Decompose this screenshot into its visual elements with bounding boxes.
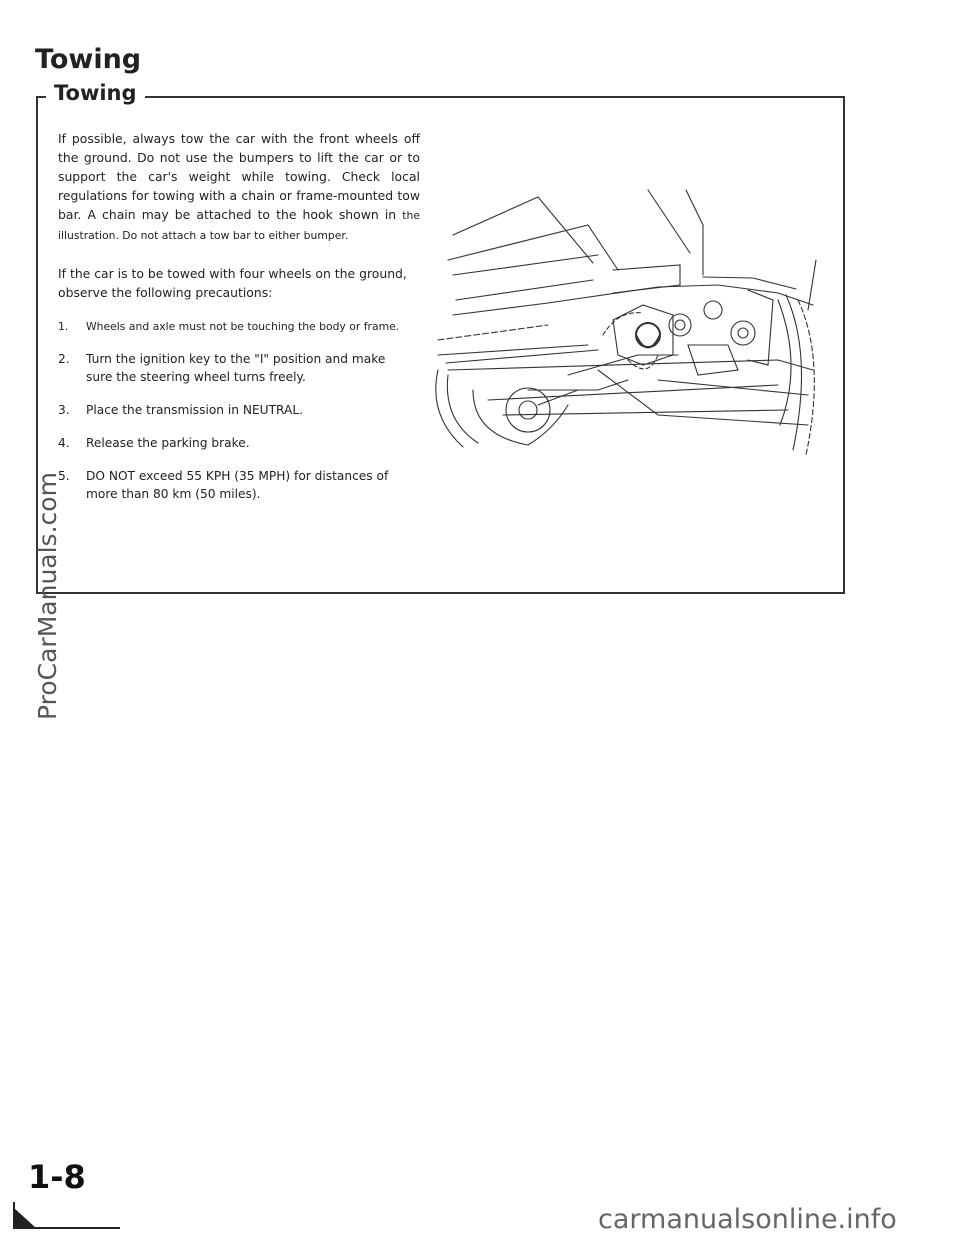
list-item bbox=[58, 318, 413, 336]
step-text: DO NOT exceed 55 KPH (35 MPH) for distances of more than 80 km (50 miles). bbox=[86, 469, 389, 501]
page-heading: Towing bbox=[35, 44, 142, 75]
list-item bbox=[58, 350, 413, 386]
list-item bbox=[58, 434, 413, 452]
precautions-list bbox=[58, 318, 413, 518]
step-number: 5. bbox=[58, 469, 70, 483]
step-text: Release the parking brake. bbox=[86, 436, 250, 450]
list-item bbox=[58, 401, 413, 419]
step-number: 3. bbox=[58, 403, 70, 417]
tow-hook-illustration bbox=[418, 185, 828, 470]
page-number: 1-8 bbox=[28, 1158, 86, 1196]
intro-main-text: If possible, always tow the car with the front wheels off the ground. Do not use the bumpers to lift the car or to support the car's weight while towing. Check local regulations for towing with a chain or frame-mounted tow bar. A chain may be attached to the hook shown in bbox=[58, 131, 420, 222]
section-rule bbox=[36, 96, 845, 98]
step-text: Turn the ignition key to the "I" position and make sure the steering wheel turns freely. bbox=[86, 352, 386, 384]
corner-mark bbox=[12, 1192, 122, 1232]
list-item bbox=[58, 467, 413, 503]
watermark-left: ProCarManuals.com bbox=[33, 472, 62, 720]
watermark-bottom: carmanualsonline.info bbox=[598, 1204, 897, 1235]
step-number: 2. bbox=[58, 352, 70, 366]
step-number: 4. bbox=[58, 436, 70, 450]
precautions-intro: If the car is to be towed with four wheels on the ground, observe the following precautions: bbox=[58, 266, 407, 300]
section-title: Towing bbox=[46, 81, 145, 105]
intro-tail-text: the illustration. Do not attach a tow bar to either bumper. bbox=[58, 209, 420, 242]
intro-paragraph bbox=[58, 129, 420, 245]
step-text: Place the transmission in NEUTRAL. bbox=[86, 403, 304, 417]
step-number: 1. bbox=[58, 320, 69, 333]
step-text: Wheels and axle must not be touching the body or frame. bbox=[86, 320, 400, 333]
